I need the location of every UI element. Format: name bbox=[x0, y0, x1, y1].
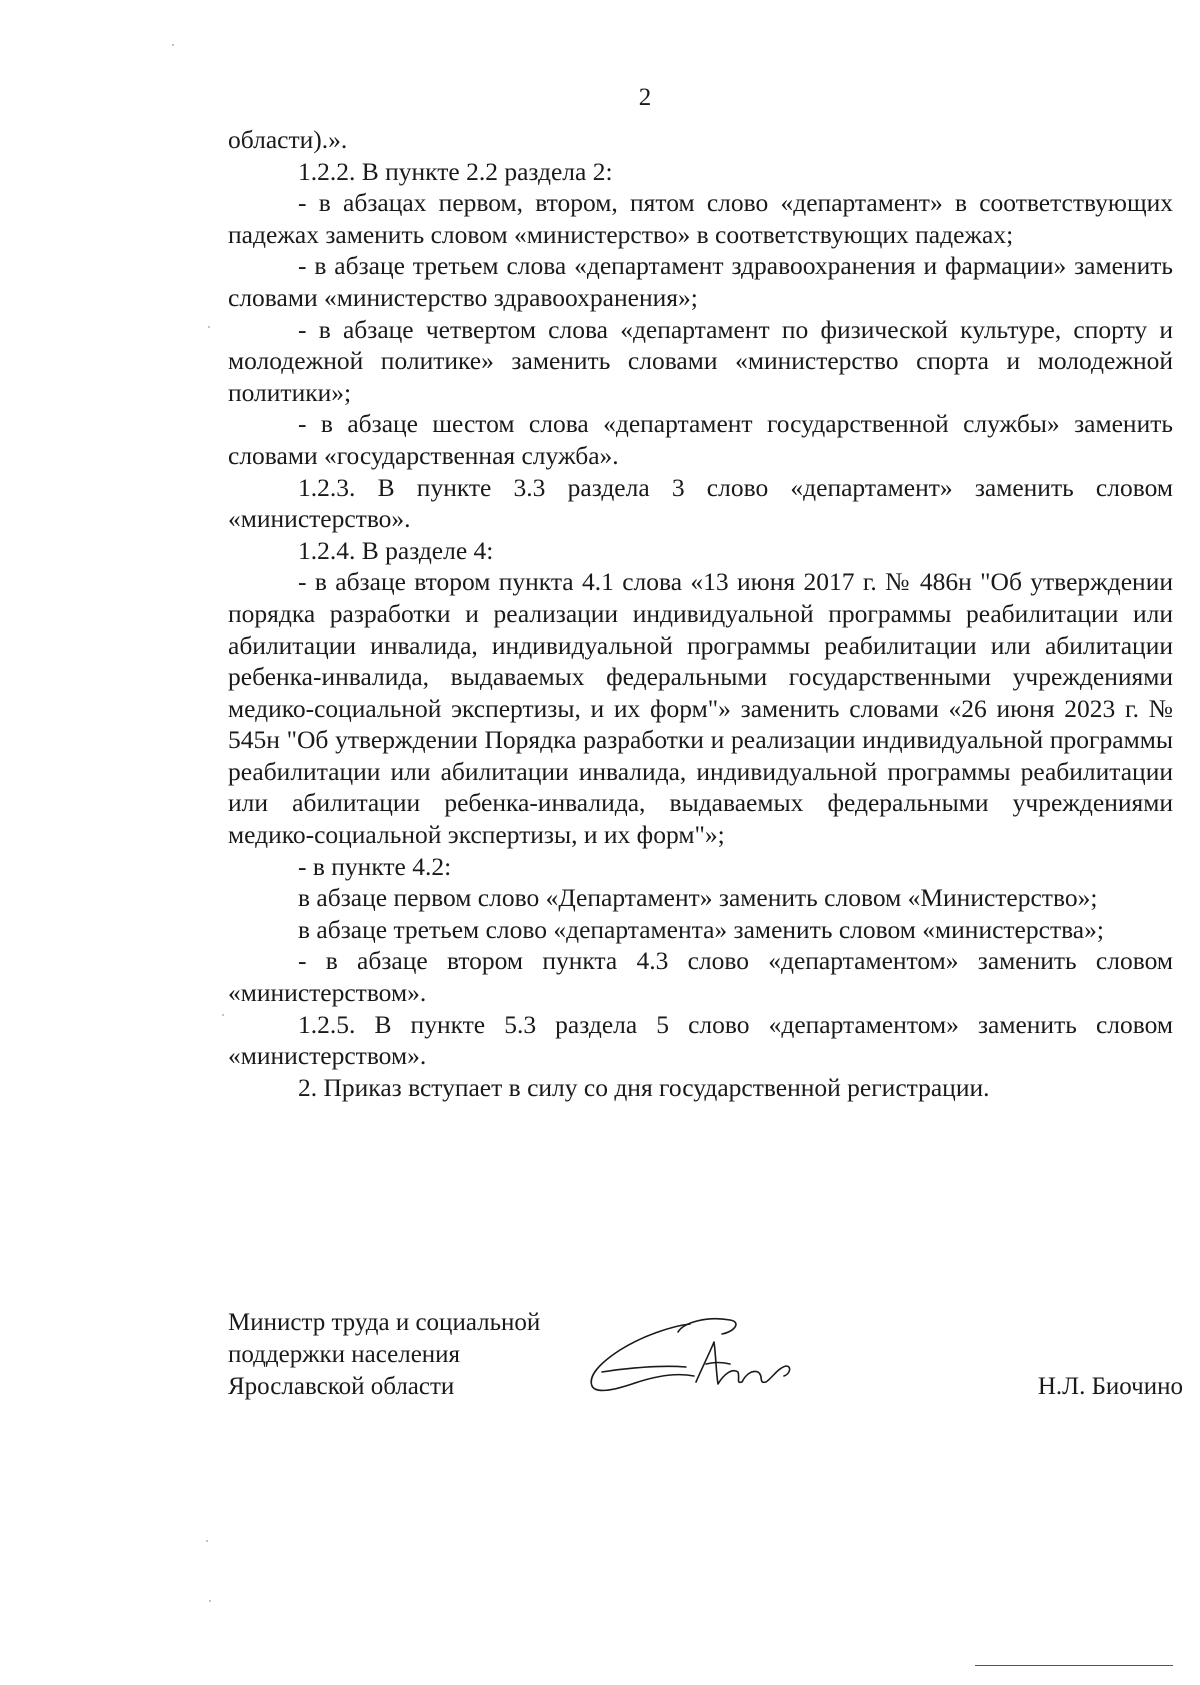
paragraph-punkt-4-2-abzats-3: в абзаце третьем слово «департамента» заменить словом «министерства»; bbox=[298, 914, 1104, 944]
signatory-position-line: Министр труда и социальной bbox=[228, 1309, 541, 1336]
document-body bbox=[228, 124, 1173, 1103]
paragraph-item-1-2-3: 1.2.3. В пункте 3.3 раздела 3 слово «департамент» заменить словом «министерство». bbox=[228, 472, 1173, 534]
page-number: 2 bbox=[638, 84, 652, 111]
paragraph-punkt-4-2: - в пункте 4.2: bbox=[298, 851, 452, 881]
paragraph-punkt-4-1: - в абзаце втором пункта 4.1 слова «13 июня 2017 г. № 486н "Об утверждении порядка разработки и реализации индивидуальной программы реабилитации или абилитации инвалида, индивидуальной программы реабилитации или абилитации ребенка-инвалида, выдаваемых федеральными государственными учреждениями медико-социальной экспертизы, и их форм"» заменить словами «26 июня 2023 г. № 545н "Об утверждении Порядка разработки и реализации индивидуальной программы реабилитации или абилитации инвалида, индивидуальной программы реабилитации или абилитации ребенка-инвалида, выдаваемых федеральными учреждениями медико-социальной экспертизы, и их форм"»; bbox=[228, 567, 1173, 850]
handwritten-signature bbox=[582, 1310, 812, 1405]
paragraph-punkt-4-3: - в абзаце втором пункта 4.3 слово «департаментом» заменить словом «министерством». bbox=[228, 946, 1173, 1008]
paragraph-punkt-4-2-abzats-1: в абзаце первом слово «Департамент» заменить словом «Министерство»; bbox=[298, 883, 1098, 913]
scan-speck bbox=[209, 1600, 211, 1602]
paragraph-item-1-2-4: 1.2.4. В разделе 4: bbox=[298, 535, 494, 565]
paragraph-item-1-2-5: 1.2.5. В пункте 5.3 раздела 5 слово «департаментом» заменить словом «министерством». bbox=[228, 1009, 1173, 1071]
scan-speck bbox=[206, 1540, 208, 1542]
paragraph-abzats-6: - в абзаце шестом слова «департамент государственной службы» заменить словами «государственная служба». bbox=[228, 409, 1173, 470]
paragraph-item-1-2-2: 1.2.2. В пункте 2.2 раздела 2: bbox=[298, 156, 613, 186]
scan-speck bbox=[222, 1014, 224, 1016]
paragraph-item-2: 2. Приказ вступает в силу со дня государственной регистрации. bbox=[298, 1072, 990, 1102]
paragraph-continuation: области).». bbox=[228, 125, 348, 154]
paragraph-abzats-1-2-5: - в абзацах первом, втором, пятом слово «департамент» в соответствующих падежах заменить словом «министерство» в соответствующих падежах; bbox=[228, 188, 1173, 249]
signatory-name: Н.Л. Биочино bbox=[1037, 1373, 1183, 1400]
paragraph-abzats-4: - в абзаце четвертом слова «департамент по физической культуре, спорту и молодежной политике» заменить словами «министерство спорта и молодежной политики»; bbox=[228, 314, 1173, 407]
signatory-position-line: Ярославской области bbox=[228, 1373, 455, 1400]
signatory-position-line: поддержки населения bbox=[228, 1341, 461, 1368]
scan-speck bbox=[208, 326, 210, 328]
scan-speck bbox=[172, 44, 174, 46]
signatory-position bbox=[228, 1307, 608, 1403]
paragraph-abzats-3: - в абзаце третьем слова «департамент здравоохранения и фармации» заменить словами «министерство здравоохранения»; bbox=[228, 251, 1173, 312]
bottom-rule bbox=[975, 1665, 1173, 1666]
